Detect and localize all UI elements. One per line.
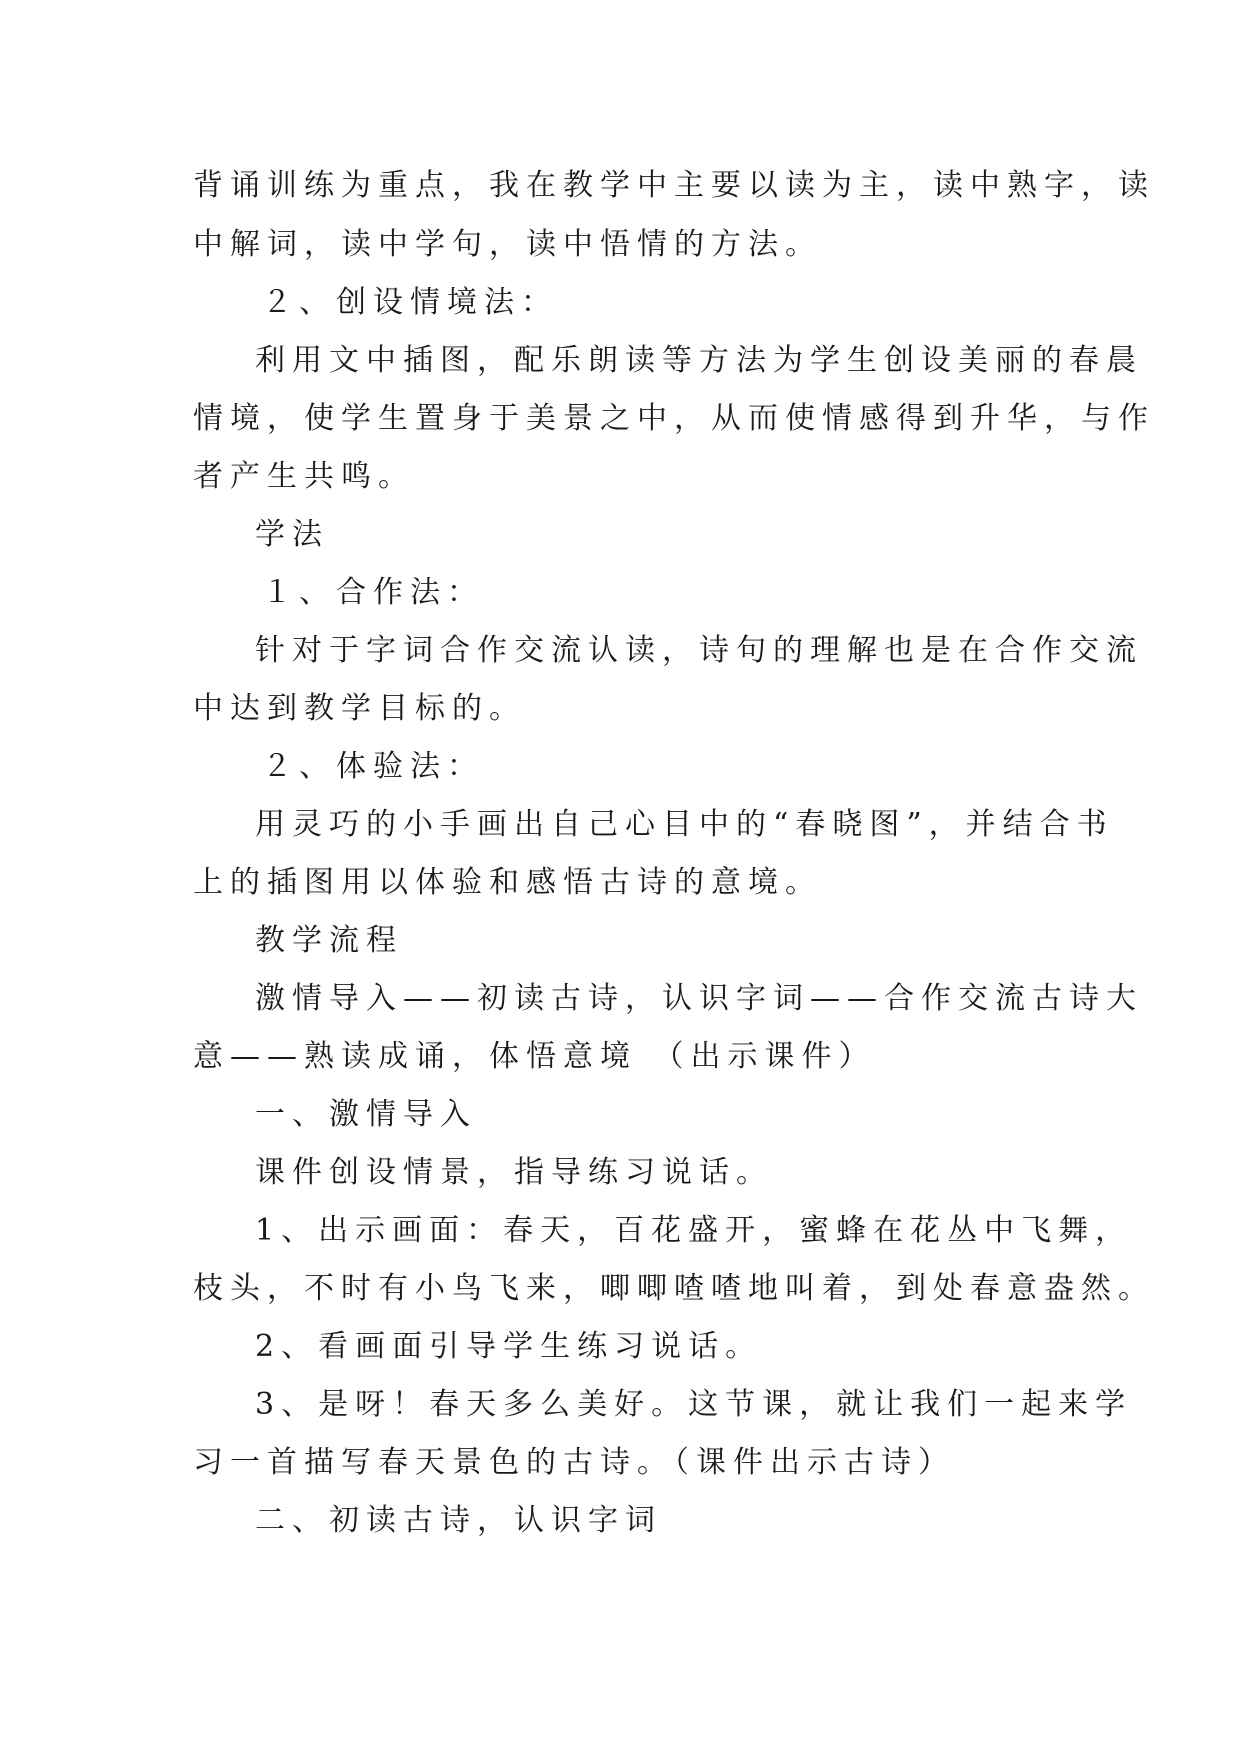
paragraph-line: 用灵巧的小手画出自己心目中的“春晓图”，并结合书 — [255, 807, 1114, 842]
section-heading: 教学流程 — [255, 923, 403, 958]
paragraph-line: 课件创设情景，指导练习说话。 — [255, 1155, 773, 1190]
paragraph-line: 利用文中插图，配乐朗读等方法为学生创设美丽的春晨 — [255, 343, 1143, 378]
section-heading: 一、激情导入 — [255, 1097, 477, 1132]
paragraph-line: 中解词，读中学句，读中悟情的方法。 — [193, 227, 822, 262]
paragraph-line: 枝头，不时有小鸟飞来，唧唧喳喳地叫着，到处春意盎然。 — [193, 1271, 1155, 1306]
paragraph-line: 意——熟读成诵，体悟意境 （出示课件） — [193, 1039, 876, 1074]
section-heading: ２、创设情境法： — [262, 285, 558, 320]
paragraph-line: 背诵训练为重点，我在教学中主要以读为主，读中熟字，读 — [193, 168, 1155, 203]
paragraph-line: 2、看画面引导学生练习说话。 — [255, 1329, 763, 1364]
paragraph-line: 者产生共鸣。 — [193, 459, 415, 494]
paragraph-line: 1、出示画面：春天，百花盛开，蜜蜂在花丛中飞舞， — [255, 1213, 1133, 1248]
section-heading: １、合作法： — [262, 575, 484, 610]
paragraph-line: 中达到教学目标的。 — [193, 691, 526, 726]
paragraph-line: 针对于字词合作交流认读，诗句的理解也是在合作交流 — [255, 633, 1143, 668]
paragraph-line: 情境，使学生置身于美景之中，从而使情感得到升华，与作 — [193, 401, 1155, 436]
section-heading: 二、初读古诗，认识字词 — [255, 1503, 662, 1538]
paragraph-line: 3、是呀！春天多么美好。这节课，就让我们一起来学 — [255, 1387, 1133, 1422]
paragraph-line: 激情导入——初读古诗，认识字词——合作交流古诗大 — [255, 981, 1143, 1016]
paragraph-line: 习一首描写春天景色的古诗。（课件出示古诗） — [193, 1445, 955, 1480]
paragraph-line: 上的插图用以体验和感悟古诗的意境。 — [193, 865, 822, 900]
section-heading: ２、体验法： — [262, 749, 484, 784]
section-heading: 学法 — [255, 517, 329, 552]
